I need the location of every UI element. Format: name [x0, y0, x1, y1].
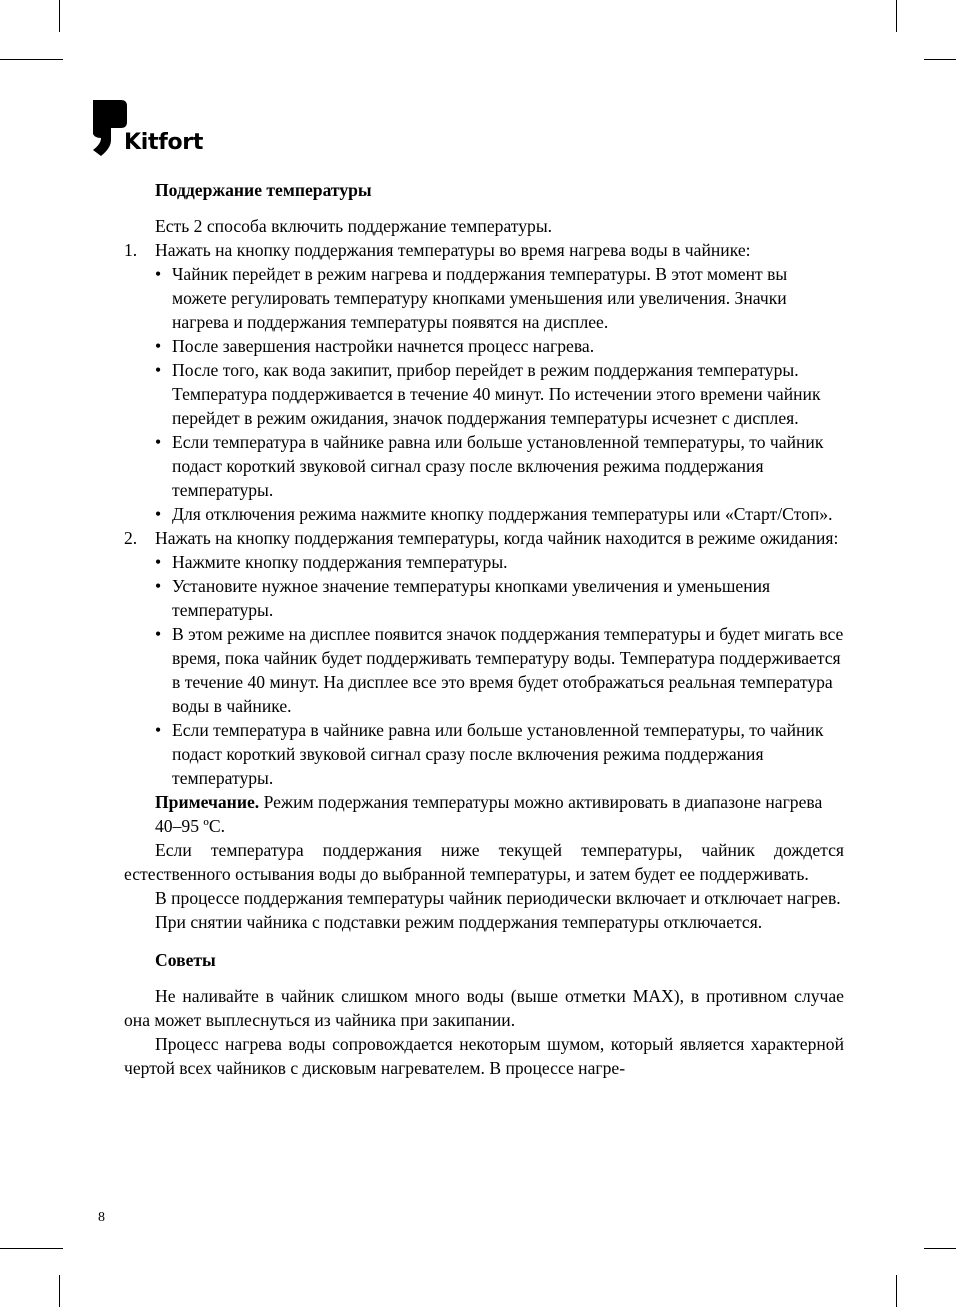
crop-mark [896, 0, 897, 32]
list-item-text: Нажать на кнопку поддержания температуры во время нагрева воды в чайнике: [155, 240, 751, 260]
paragraph: В процессе поддержания температуры чайник периодически включает и отключает нагрев. [155, 888, 841, 908]
intro-paragraph: Есть 2 способа включить поддержание температуры. [155, 216, 553, 236]
bullet-text: Для отключения режима нажмите кнопку поддержания температуры или «Старт/Стоп». [172, 504, 833, 524]
list-item [124, 526, 844, 550]
section-heading: Поддержание температуры [155, 180, 372, 200]
paragraph: Процесс нагрева воды сопровождается некоторым шумом, который является характерной чертой всех чайников с дисковым нагревателем. В процессе нагре- [124, 1034, 844, 1078]
bullet-item: • В этом режиме на дисплее появится значок поддержания температуры и будет мигать все время, пока чайник будет поддерживать температуру воды. Температура поддерживается в течение 40 минут. На дисплее все это время будет отображаться реальная температура воды в чайнике. [155, 624, 844, 716]
page-number: 8 [98, 1210, 105, 1225]
bullet-item: • Для отключения режима нажмите кнопку поддержания температуры или «Старт/Стоп». [155, 504, 833, 524]
crop-mark [59, 1275, 60, 1307]
list-item-text: Нажать на кнопку поддержания температуры, когда чайник находится в режиме ожидания: [155, 528, 839, 548]
note-text: Режим подержания температуры можно активировать в диапазоне нагрева 40–95 ºС. [155, 792, 823, 836]
list-number: 2. [124, 528, 138, 548]
bullet-item: • Если температура в чайнике равна или больше установленной температуры, то чайник подаст короткий звуковой сигнал сразу после включения режима поддержания температуры. [155, 720, 824, 788]
note-label: Примечание. [155, 792, 260, 812]
paragraph: Если температура поддержания ниже текущей температуры, чайник дождется естественного остывания воды до выбранной температуры, и затем будет ее поддерживать. [124, 840, 844, 884]
bullet-text: После завершения настройки начнется процесс нагрева. [172, 336, 595, 356]
brand-name: Kitfort [124, 130, 204, 155]
crop-mark [59, 0, 60, 32]
bullet-item: • Чайник перейдет в режим нагрева и поддержания температуры. В этот момент вы можете регулировать температуру кнопками уменьшения или увеличения. Значки нагрева и поддержания температуры появятся на дисплее. [155, 264, 788, 332]
bullet-text: После того, как вода закипит, прибор перейдет в режим поддержания температуры. Температура поддерживается в течение 40 минут. По истечении этого времени чайник перейдет в режим ожидания, значок поддержания температуры исчезнет с дисплея. [172, 360, 821, 428]
bullet-text: Нажмите кнопку поддержания температуры. [172, 552, 508, 572]
bullet-item: • После того, как вода закипит, прибор перейдет в режим поддержания температуры. Температура поддерживается в течение 40 минут. По истечении этого времени чайник перейдет в режим ожидания, значок поддержания температуры исчезнет с дисплея. [155, 360, 821, 428]
kitfort-logo [91, 100, 211, 158]
bullet-text: Если температура в чайнике равна или больше установленной температуры, то чайник подаст короткий звуковой сигнал сразу после включения режима поддержания температуры. [172, 720, 824, 788]
bullet-item: • После завершения настройки начнется процесс нагрева. [155, 336, 595, 356]
bullet-item: • Установите нужное значение температуры кнопками увеличения и уменьшения температуры. [155, 576, 771, 620]
list-item [124, 238, 844, 262]
bullet-text: Если температура в чайнике равна или больше установленной температуры, то чайник подаст короткий звуковой сигнал сразу после включения режима поддержания температуры. [172, 432, 824, 500]
crop-mark [924, 1248, 956, 1249]
crop-mark [924, 59, 956, 60]
bullet-item: • Нажмите кнопку поддержания температуры. [155, 552, 508, 572]
bullet-text: Установите нужное значение температуры кнопками увеличения и уменьшения температуры. [172, 576, 771, 620]
note-paragraph [124, 790, 844, 838]
section-heading: Советы [155, 950, 216, 970]
bullet-item: • Если температура в чайнике равна или больше установленной температуры, то чайник подаст короткий звуковой сигнал сразу после включения режима поддержания температуры. [155, 432, 824, 500]
crop-mark [0, 1248, 63, 1249]
paragraph: При снятии чайника с подставки режим поддержания температуры отключается. [155, 912, 763, 932]
list-number: 1. [124, 240, 138, 260]
crop-mark [0, 59, 63, 60]
document-body [124, 178, 844, 1080]
bullet-text: Чайник перейдет в режим нагрева и поддержания температуры. В этот момент вы можете регулировать температуру кнопками уменьшения или увеличения. Значки нагрева и поддержания температуры появятся на дисплее. [172, 264, 788, 332]
bullet-text: В этом режиме на дисплее появится значок поддержания температуры и будет мигать все время, пока чайник будет поддерживать температуру воды. Температура поддерживается в течение 40 минут. На дисплее все это время будет отображаться реальная температура воды в чайнике. [172, 624, 844, 716]
crop-mark [896, 1275, 897, 1307]
paragraph: Не наливайте в чайник слишком много воды (выше отметки MAX), в противном случае она может выплеснуться из чайника при закипании. [124, 986, 844, 1030]
